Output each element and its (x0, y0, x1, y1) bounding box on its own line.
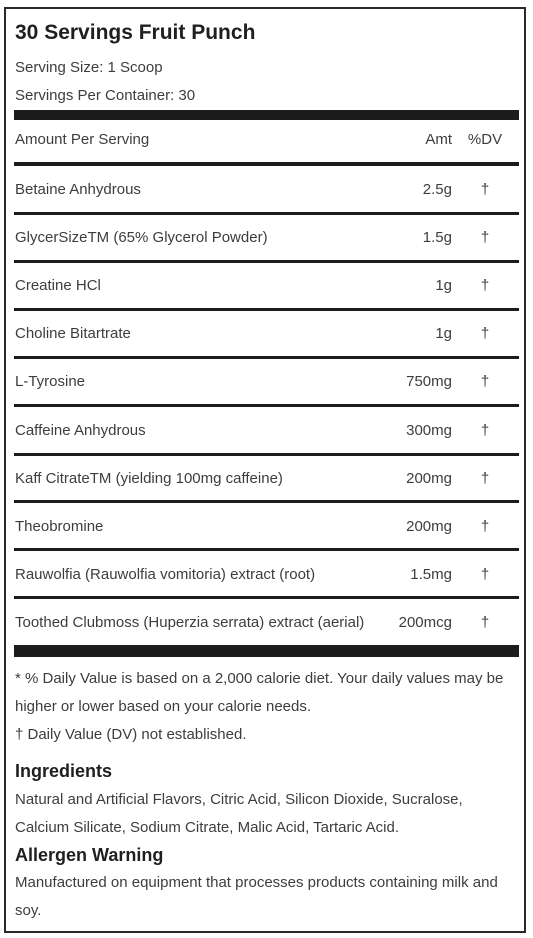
ingredient-name: Caffeine Anhydrous (15, 422, 146, 439)
label-title: 30 Servings Fruit Punch (15, 21, 256, 44)
row-divider (14, 453, 519, 456)
ingredient-name: Kaff CitrateTM (yielding 100mg caffeine) (15, 470, 283, 487)
ingredient-dv: † (480, 181, 490, 198)
ingredient-name: Toothed Clubmoss (Huperzia serrata) extract (aerial) (15, 614, 365, 631)
ingredient-dv: † (480, 373, 490, 390)
ingredient-dv: † (480, 566, 490, 583)
row-divider (14, 212, 519, 215)
ingredient-amount: 2.5g (422, 181, 452, 198)
ingredients-text: Natural and Artificial Flavors, Citric Acid, Silicon Dioxide, Sucralose, Calcium Silicate, Sodium Citrate, Malic Acid, Tartaric Acid. (15, 791, 463, 836)
ingredient-amount: 1g (435, 277, 452, 294)
table-row (14, 560, 519, 590)
ingredient-name: Rauwolfia (Rauwolfia vomitoria) extract (root) (15, 566, 316, 583)
footer-thick-bar (14, 645, 519, 657)
table-row (14, 319, 519, 349)
row-divider (14, 548, 519, 551)
ingredient-name: Choline Bitartrate (15, 325, 131, 342)
header-dv: %DV (467, 131, 503, 148)
ingredients-heading: Ingredients (15, 761, 113, 781)
ingredient-amount: 750mg (406, 373, 452, 390)
header-amt: Amt (425, 131, 452, 148)
ingredient-dv: † (480, 614, 490, 631)
row-divider (14, 260, 519, 263)
row-divider (14, 500, 519, 503)
allergen-text: Manufactured on equipment that processes products containing milk and soy. (15, 874, 498, 919)
table-row (14, 464, 519, 494)
table-row (14, 175, 519, 205)
serving-size: Serving Size: 1 Scoop (15, 59, 163, 76)
header-thick-bar (14, 110, 519, 120)
table-row (14, 416, 519, 446)
ingredient-amount: 1.5mg (410, 566, 452, 583)
row-divider (14, 596, 519, 599)
ingredient-name: L-Tyrosine (15, 373, 86, 390)
daily-value-footnote: * % Daily Value is based on a 2,000 calorie diet. Your daily values may be higher or lower based on your calorie needs. (15, 670, 504, 715)
ingredient-name: Creatine HCl (15, 277, 101, 294)
ingredient-dv: † (480, 518, 490, 535)
servings-per-container: Servings Per Container: 30 (15, 87, 196, 104)
row-divider (14, 162, 519, 166)
ingredient-dv: † (480, 470, 490, 487)
table-row (14, 223, 519, 253)
dv-not-established-footnote: † Daily Value (DV) not established. (15, 726, 247, 743)
table-row (14, 271, 519, 301)
ingredient-amount: 1.5g (422, 229, 452, 246)
ingredient-dv: † (480, 277, 490, 294)
ingredient-name: GlycerSizeTM (65% Glycerol Powder) (15, 229, 268, 246)
allergen-heading: Allergen Warning (15, 845, 164, 865)
ingredient-amount: 200mcg (398, 614, 452, 631)
ingredient-amount: 1g (435, 325, 452, 342)
table-row (14, 367, 519, 397)
ingredient-name: Betaine Anhydrous (15, 181, 141, 198)
ingredient-name: Theobromine (15, 518, 104, 535)
ingredient-dv: † (480, 325, 490, 342)
header-amount-per-serving: Amount Per Serving (15, 131, 150, 148)
table-header-row (14, 125, 519, 155)
ingredient-dv: † (480, 229, 490, 246)
ingredient-amount: 200mg (406, 518, 452, 535)
row-divider (14, 356, 519, 359)
table-row (14, 512, 519, 542)
ingredient-amount: 200mg (406, 470, 452, 487)
row-divider (14, 404, 519, 407)
ingredient-dv: † (480, 422, 490, 439)
row-divider (14, 308, 519, 311)
table-row (14, 608, 519, 638)
ingredient-amount: 300mg (406, 422, 452, 439)
